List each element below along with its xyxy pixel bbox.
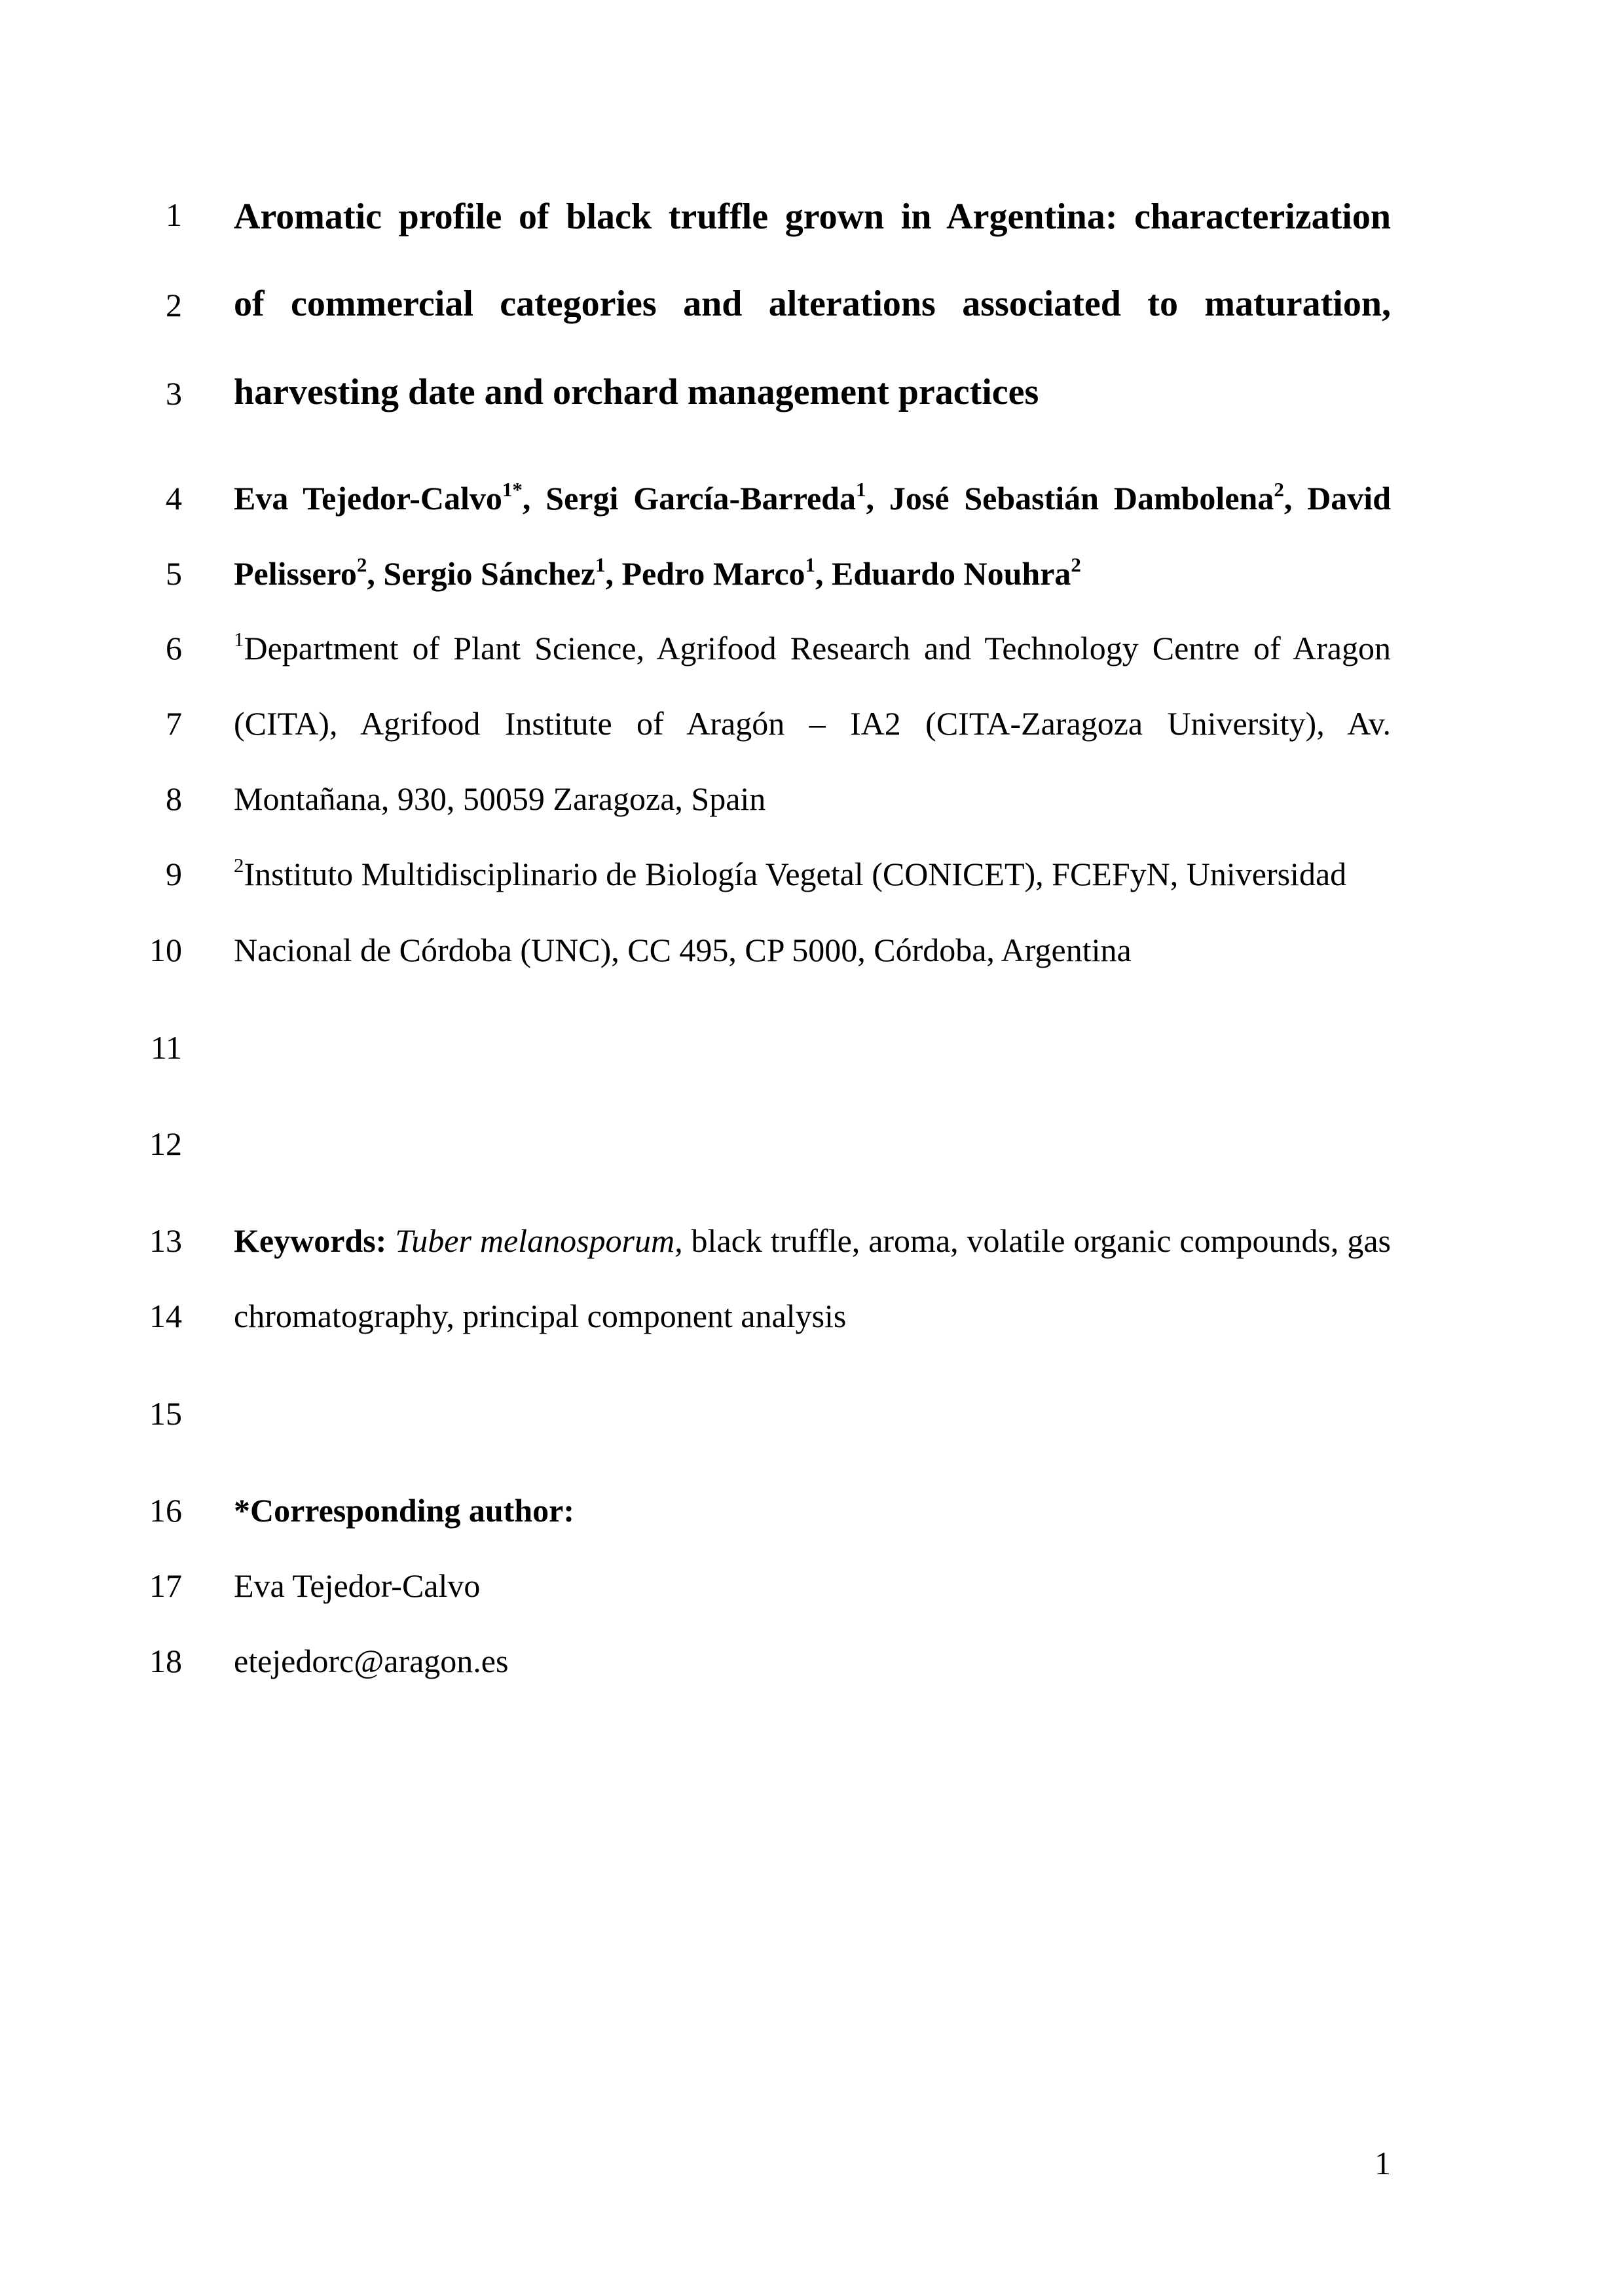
author-affiliation-sup: 1* bbox=[502, 477, 523, 501]
author-name: Sergio Sánchez bbox=[383, 555, 596, 592]
keywords-line-1 bbox=[234, 1224, 1391, 1257]
keywords-list: black truffle, aroma, volatile organic compounds, gas bbox=[691, 1222, 1392, 1259]
affiliation-sup: 1 bbox=[234, 627, 244, 651]
line-number: 10 bbox=[149, 932, 182, 968]
affiliation-sup: 2 bbox=[234, 853, 244, 877]
author-affiliation-sup: 1 bbox=[855, 477, 866, 501]
author-affiliation-sup: 2 bbox=[1274, 477, 1284, 501]
affiliation-text: Instituto Multidisciplinario de Biología Vegetal (CONICET), FCEFyN, Universidad bbox=[244, 856, 1347, 892]
affiliation-1-line-3: Montañana, 930, 50059 Zaragoza, Spain bbox=[234, 780, 766, 817]
author-separator: , bbox=[605, 555, 622, 592]
author-affiliation-sup: 2 bbox=[1071, 553, 1081, 576]
affiliation-2-line-2: Nacional de Córdoba (UNC), CC 495, CP 5000, Córdoba, Argentina bbox=[234, 932, 1132, 968]
keyword-species: Tuber melanosporum, bbox=[395, 1222, 683, 1259]
author-name: José Sebastián Dambolena bbox=[889, 480, 1274, 517]
title-line-2: of commercial categories and alterations associated to maturation, bbox=[234, 283, 1391, 324]
line-number: 17 bbox=[149, 1567, 182, 1604]
line-number: 13 bbox=[149, 1222, 182, 1259]
author-separator: , bbox=[866, 480, 889, 517]
author-name: Pelissero bbox=[234, 555, 357, 592]
author-name: Eva Tejedor-Calvo bbox=[234, 480, 502, 517]
title-line-3: harvesting date and orchard management practices bbox=[234, 372, 1039, 412]
affiliation-2-line-1 bbox=[234, 853, 1391, 892]
line-number: 12 bbox=[149, 1125, 182, 1162]
keywords-label: Keywords: bbox=[234, 1222, 387, 1259]
author-name: Eduardo Nouhra bbox=[832, 555, 1071, 592]
author-separator: , bbox=[522, 480, 546, 517]
line-number: 8 bbox=[166, 780, 182, 817]
line-number: 3 bbox=[166, 375, 182, 412]
authors-line-1 bbox=[234, 477, 1392, 517]
affiliation-text: Department of Plant Science, Agrifood Research and Technology Centre of Aragon bbox=[244, 630, 1391, 666]
line-number: 16 bbox=[149, 1492, 182, 1529]
line-number: 15 bbox=[149, 1395, 182, 1432]
authors-line-2 bbox=[234, 553, 1391, 592]
line-number: 4 bbox=[166, 480, 182, 517]
corresponding-author-email[interactable]: etejedorc@aragon.es bbox=[234, 1643, 509, 1679]
author-name: Sergi García-Barreda bbox=[545, 480, 856, 517]
line-number: 18 bbox=[149, 1643, 182, 1679]
line-number: 11 bbox=[150, 1029, 182, 1066]
title-line-1: Aromatic profile of black truffle grown in Argentina: characterization bbox=[234, 196, 1391, 237]
corresponding-author-name: Eva Tejedor-Calvo bbox=[234, 1567, 481, 1604]
affiliation-1-line-1 bbox=[234, 627, 1391, 666]
keywords-line-2: chromatography, principal component analysis bbox=[234, 1298, 847, 1334]
author-name: Pedro Marco bbox=[621, 555, 805, 592]
author-affiliation-sup: 1 bbox=[595, 553, 606, 576]
line-number: 14 bbox=[149, 1298, 182, 1334]
line-number: 1 bbox=[166, 196, 182, 233]
line-number: 6 bbox=[166, 630, 182, 666]
corresponding-author-label: *Corresponding author: bbox=[234, 1492, 574, 1529]
line-number: 5 bbox=[166, 555, 182, 592]
line-number: 7 bbox=[166, 705, 182, 742]
author-separator: , bbox=[367, 555, 384, 592]
author-separator: , David bbox=[1283, 480, 1392, 517]
line-number: 2 bbox=[166, 287, 182, 323]
affiliation-1-line-2: (CITA), Agrifood Institute of Aragón – IA2 (CITA-Zaragoza University), Av. bbox=[234, 705, 1391, 742]
page-number: 1 bbox=[1375, 2145, 1391, 2181]
author-affiliation-sup: 2 bbox=[356, 553, 367, 576]
author-separator: , bbox=[815, 555, 832, 592]
author-affiliation-sup: 1 bbox=[805, 553, 816, 576]
line-number: 9 bbox=[166, 856, 182, 892]
